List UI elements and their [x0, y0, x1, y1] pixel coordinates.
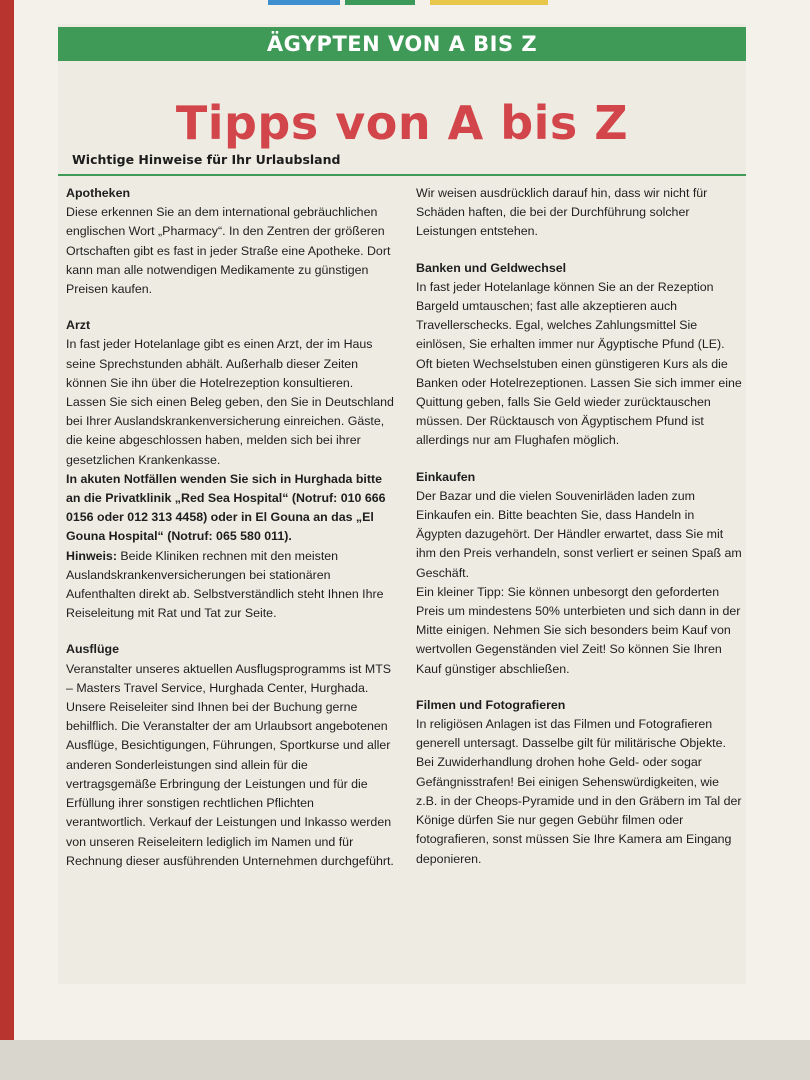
- header-divider: [58, 174, 746, 176]
- section-banner: ÄGYPTEN VON A BIS Z: [58, 27, 746, 61]
- heading-ausfluege: Ausflüge: [66, 642, 120, 657]
- text-ausfluege: Veranstalter unseres aktuellen Ausflugsprogramms ist MTS – Masters Travel Service, Hurghada Center, Hurghada. Unsere Reiseleiter sind Ihnen bei der Buchung gerne behilflich. Die Veranstalter der am Urlaubsort angebotenen Ausflüge, Besichtigungen, Führungen, Sportkurse und aller anderen Sonderleistungen sind allein für die vertragsgemäße Erbringung der Leistungen und für die Erfüllung ihrer sonstigen rechtlichen Pflichten verantwortlich. Verkauf der Leistungen und Inkasso werden von unseren Reiseleitern lediglich im Namen und für Rechnung dieser ausführenden Unternehmen durchgeführt.: [66, 661, 394, 868]
- left-column: [66, 184, 394, 871]
- heading-arzt: Arzt: [66, 318, 91, 333]
- right-column: [416, 184, 742, 869]
- page-title: Tipps von A bis Z: [175, 96, 629, 150]
- color-tab-blue: [268, 0, 340, 5]
- page-subtitle: Wichtige Hinweise für Ihr Urlaubsland: [72, 152, 341, 167]
- text-einkaufen-tip: Ein kleiner Tipp: Sie können unbesorgt den geforderten Preis um mindestens 50% unterbieten und sich dann in der Mitte einigen. Nehmen Sie sich besonders beim Kauf von wertvollen Gegenständen viel Zeit! So können Sie Ihren Kauf günstiger abschließen.: [416, 584, 741, 676]
- text-arzt-hint: [66, 547, 394, 624]
- content-panel: [58, 24, 746, 984]
- heading-apotheken: Apotheken: [66, 186, 131, 200]
- text-einkaufen: Der Bazar und die vielen Souvenirläden laden zum Einkaufen ein. Bitte beachten Sie, dass Handeln in Ägypten dazugehört. Der Händler erwartet, dass Sie mit ihm den Preis verhandeln, sonst verliert er seinen Spaß am Geschäft.: [416, 488, 742, 580]
- text-arzt-emergency: In akuten Notfällen wenden Sie sich in Hurghada bitte an die Privatklinik „Red Sea Hospital“ (Notruf: 010 666 0156 oder 012 313 4458) oder in El Gouna an das „El Gouna Hospital“ (Notruf: 065 580 011).: [66, 471, 386, 544]
- hint-text: Beide Kliniken rechnen mit den meisten Auslandskrankenversicherungen bei stationären Aufenthalten direkt ab. Selbstverständlich steht Ihnen Ihre Reiseleitung mit Rat und Tat zur Seite.: [66, 548, 384, 621]
- text-banken: In fast jeder Hotelanlage können Sie an der Rezeption Bargeld umtauschen; fast alle akzeptieren auch Travellerschecks. Egal, welches Zahlungsmittel Sie einlösen, Sie erhalten immer nur Ägyptische Pfund (LE). Oft bieten Wechselstuben einen günstigeren Kurs als die Banken oder Hotelrezeptionen. Lassen Sie sich immer eine Quittung geben, falls Sie Geld wieder zurücktauschen müssen. Der Rücktausch von Ägyptischem Pfund ist allerdings nur am Flughafen möglich.: [416, 279, 742, 448]
- text-arzt: In fast jeder Hotelanlage gibt es einen Arzt, der im Haus seine Sprechstunden abhält. Außerhalb dieser Zeiten können Sie ihn über die Hotelrezeption konsultieren. Lassen Sie sich einen Beleg geben, den Sie in Deutschland bei Ihrer Auslandskrankenversicherung einreichen. Gäste, die keine abgeschlossen haben, melden sich bei ihrer gesetzlichen Krankenkasse.: [66, 337, 394, 467]
- heading-einkaufen: Einkaufen: [416, 469, 476, 484]
- color-tab-green: [345, 0, 415, 5]
- text-filmen: In religiösen Anlagen ist das Filmen und Fotografieren generell untersagt. Dasselbe gilt für militärische Objekte. Bei Zuwiderhandlung drohen hohe Geld- oder sogar Gefängnisstrafen! Bei einigen Sehenswürdigkeiten, wie z.B. in der Cheops-Pyramide und in den Gräbern im Tal der Könige dürfen Sie nur gegen Gebühr filmen oder fotografieren, sonst müssen Sie Ihre Kamera am Eingang deponieren.: [416, 717, 742, 866]
- heading-filmen: Filmen und Fotografieren: [416, 697, 566, 712]
- text-apotheken: Diese erkennen Sie an dem international gebräuchlichen englischen Wort „Pharmacy“. In den Zentren der größeren Ortschaften gibt es fast in jeder Straße eine Apotheke. Dort kann man alle notwendigen Medikamente zu günstigen Preisen kaufen.: [66, 205, 391, 297]
- hint-label: Hinweis:: [66, 548, 117, 563]
- page-bottom-strip: [0, 1040, 810, 1080]
- binder-edge: [0, 0, 14, 1080]
- color-tab-yellow: [430, 0, 548, 5]
- heading-banken: Banken und Geldwechsel: [416, 260, 567, 275]
- text-intro: Wir weisen ausdrücklich darauf hin, dass wir nicht für Schäden haften, die bei der Durchführung solcher Leistungen entstehen.: [416, 186, 708, 239]
